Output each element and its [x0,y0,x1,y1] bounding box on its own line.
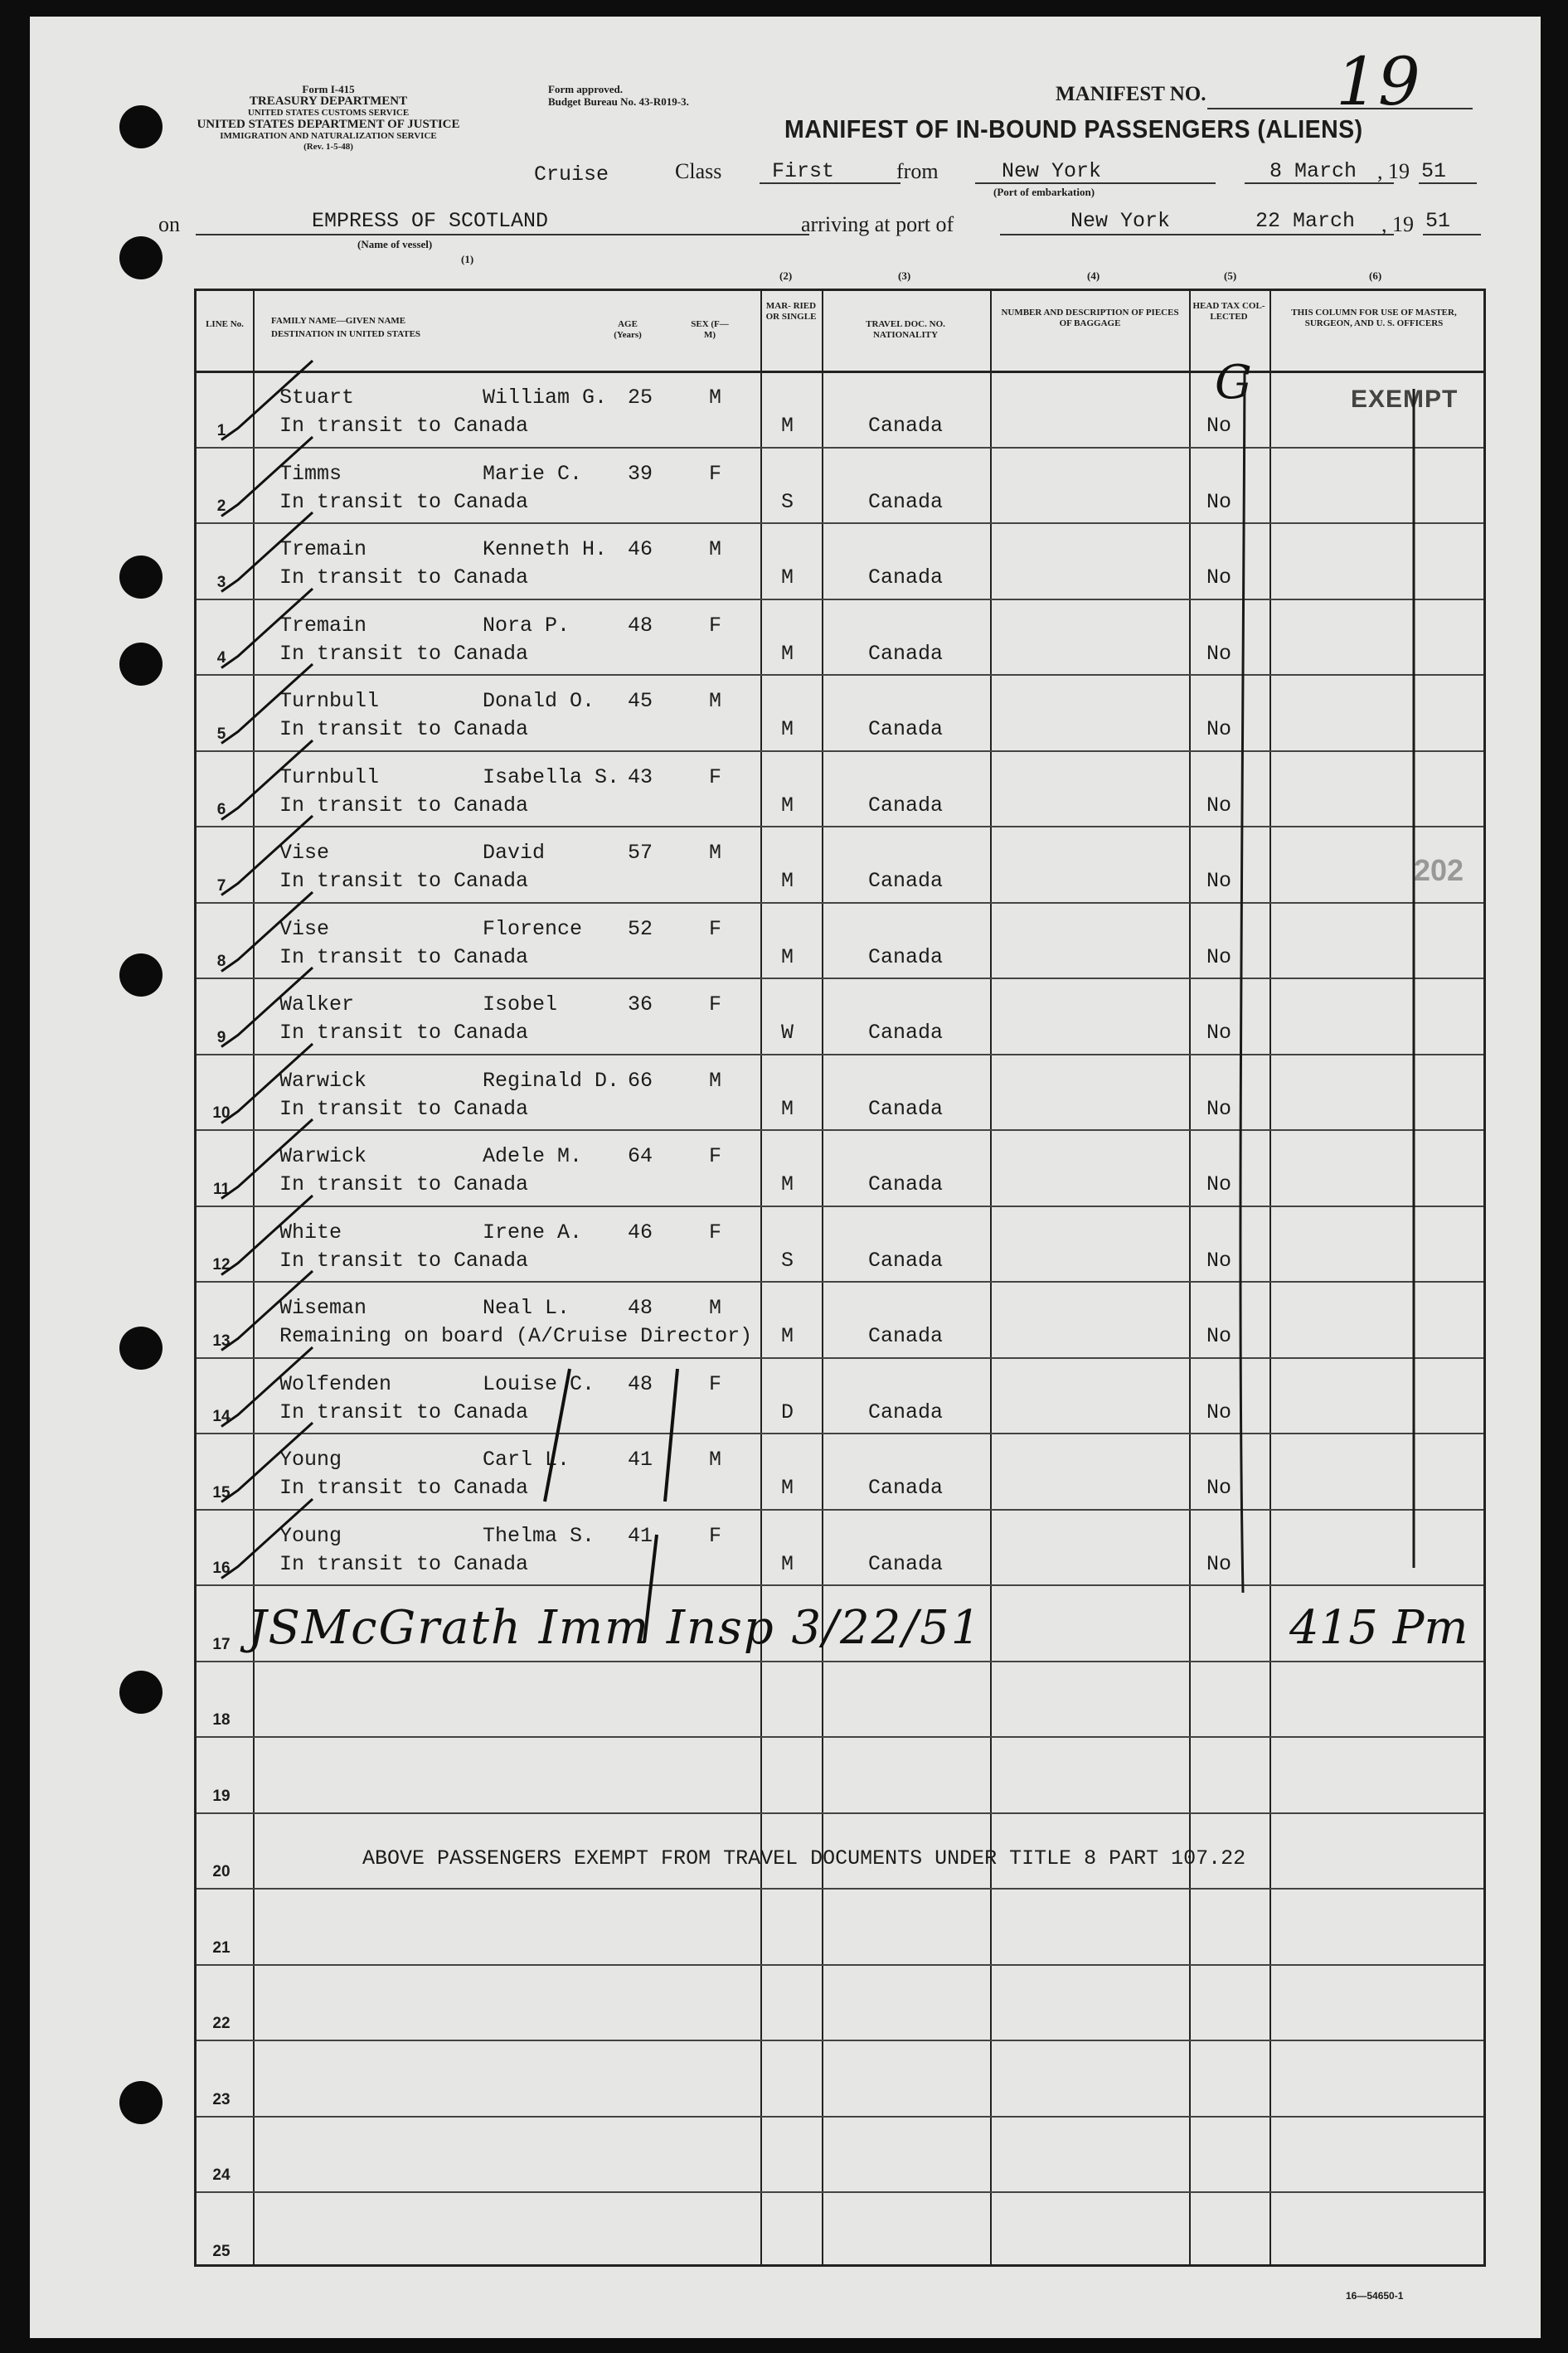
binder-hole [119,105,163,148]
given-name: Donald O. [483,689,595,713]
destination: In transit to Canada [279,1400,529,1424]
line-number: 5 [216,725,226,743]
family-name: Turnbull [279,764,380,789]
line-number: 1 [216,421,226,439]
arrive-port: New York [1070,209,1171,233]
from-value: New York [1002,159,1102,183]
line-number: 14 [212,1408,231,1425]
justice-dept: UNITED STATES DEPARTMENT OF JUSTICE [197,118,460,131]
nationality: Canada [868,565,944,589]
line-number: 25 [212,2242,231,2260]
age: 25 [628,386,653,410]
age: 46 [628,1220,653,1244]
sex: M [709,1068,722,1093]
line-number: 13 [212,1332,231,1350]
line-number: 17 [212,1635,231,1653]
ins-service: IMMIGRATION AND NATURALIZATION SERVICE [220,131,437,141]
arrive-date-underline [1253,234,1394,235]
nationality: Canada [868,1248,944,1273]
line-number: 7 [216,876,226,895]
exemption-note: ABOVE PASSENGERS EXEMPT FROM TRAVEL DOCUMENTS UNDER TITLE 8 PART 107.22 [362,1846,1246,1870]
depart-date-underline [1245,182,1394,184]
family-name: Warwick [279,1144,367,1168]
sex: F [709,1523,722,1548]
head-tax-mark: G [1215,356,1252,410]
pen-stroke [644,1535,657,1642]
marital-status: M [781,944,794,969]
sex: M [709,537,722,561]
marital-status: M [781,1172,794,1196]
sex: F [709,613,722,638]
destination: In transit to Canada [279,1096,529,1121]
destination: In transit to Canada [279,1021,529,1045]
line-number: 18 [212,1711,231,1729]
class-label: Class [675,159,722,183]
from-underline [975,182,1216,184]
cruise-label: Cruise [534,163,609,187]
age: 46 [628,537,653,561]
head-tax: No [1206,1248,1232,1273]
marital-status: M [781,1096,794,1121]
sex: M [709,1296,722,1320]
col4-caption: (4) [1087,269,1100,282]
age: 66 [628,1068,653,1093]
form-code: 16—54650-1 [1346,2290,1404,2302]
given-name: Louise C. [483,1371,595,1396]
line-number: 6 [216,801,226,818]
depart-year: 51 [1421,159,1447,183]
nationality: Canada [868,1476,944,1500]
family-name: Stuart [279,386,355,410]
col1-caption: (1) [461,253,474,265]
sex: M [709,1448,722,1472]
nationality: Canada [868,1096,944,1121]
line-number: 9 [216,1028,226,1046]
header-travel-doc: TRAVEL DOC. NO. NATIONALITY [866,319,945,340]
given-name: Adele M. [483,1144,583,1168]
destination: In transit to Canada [279,1172,529,1196]
family-name: Vise [279,916,330,941]
age: 41 [628,1523,653,1548]
binder-hole [119,1671,163,1714]
age: 48 [628,613,653,638]
head-tax: No [1206,869,1232,893]
stamp-number: 202 [1414,853,1464,887]
head-tax: No [1206,1324,1232,1348]
nationality: Canada [868,1400,944,1424]
age: 36 [628,992,653,1016]
budget-bureau: Budget Bureau No. 43-R019-3. [548,95,689,108]
destination: In transit to Canada [279,793,529,817]
line-number: 4 [216,649,226,667]
destination: In transit to Canada [279,1248,529,1273]
header-married: MAR- RIED OR SINGLE [765,301,817,322]
time-note: 415 Pm [1289,1601,1468,1655]
form-header-left [163,83,494,153]
depart-date: 8 March [1269,159,1357,183]
family-name: Tremain [279,537,367,561]
marital-status: M [781,717,794,741]
arrive-year-prefix: , 19 [1381,212,1414,236]
marital-status: M [781,1324,794,1348]
line-number: 12 [212,1256,231,1274]
sex: M [709,386,722,410]
line-number: 8 [216,953,226,970]
manifest-table [194,289,1486,2267]
age: 43 [628,764,653,789]
nationality: Canada [868,641,944,666]
sex: F [709,461,722,486]
line-number: 11 [212,1180,231,1198]
header-officers: THIS COLUMN FOR USE OF MASTER, SURGEON, AND U. S. OFFICERS [1291,308,1457,328]
form-approved: Form approved. [548,83,624,95]
binder-hole [119,1327,163,1370]
age: 52 [628,916,653,941]
nationality: Canada [868,1551,944,1576]
age: 45 [628,689,653,713]
header-family: FAMILY NAME—GIVEN NAME [271,316,406,326]
form-number: Form I-415 [302,83,355,95]
head-tax: No [1206,565,1232,589]
manifest-title: MANIFEST OF IN-BOUND PASSENGERS (ALIENS) [784,114,1363,143]
given-name: Carl L. [483,1448,570,1472]
header-baggage: NUMBER AND DESCRIPTION OF PIECES OF BAGGAGE [1001,308,1179,328]
line-number: 22 [212,2015,231,2032]
given-name: Reginald D. [483,1068,620,1093]
manifest-page [30,17,1541,2338]
line-number: 16 [212,1560,231,1577]
head-tax: No [1206,1172,1232,1196]
destination: In transit to Canada [279,414,529,438]
approval-block [548,83,689,108]
line-number: 21 [212,1938,231,1957]
sex: F [709,1220,722,1244]
sex: F [709,1371,722,1396]
destination: In transit to Canada [279,489,529,514]
family-name: Timms [279,461,342,486]
depart-year-prefix: , 19 [1377,159,1410,183]
nationality: Canada [868,717,944,741]
marital-status: D [781,1400,794,1424]
nationality: Canada [868,489,944,514]
marital-status: W [781,1021,794,1045]
destination: In transit to Canada [279,944,529,969]
age: 64 [628,1144,653,1168]
family-name: Wiseman [279,1296,367,1320]
vessel-name: EMPRESS OF SCOTLAND [312,209,549,233]
col6-caption: (6) [1369,269,1382,282]
nationality: Canada [868,869,944,893]
header-line-no: LINE No. [206,319,244,329]
header-sex: SEX (F—M) [691,319,729,340]
binder-hole [119,643,163,686]
line-number: 3 [216,573,226,591]
marital-status: M [781,1551,794,1576]
sex: F [709,764,722,789]
nationality: Canada [868,1324,944,1348]
marital-status: M [781,793,794,817]
head-tax: No [1206,1096,1232,1121]
port-embark-caption: (Port of embarkation) [993,186,1095,198]
given-name: Thelma S. [483,1523,595,1548]
head-tax: No [1206,641,1232,666]
line-number: 15 [212,1483,231,1502]
head-tax: No [1206,1551,1232,1576]
manifest-number: 19 [1336,43,1420,120]
sex: F [709,916,722,941]
nationality: Canada [868,793,944,817]
head-tax: No [1206,1476,1232,1500]
from-label: from [896,159,939,183]
sex: F [709,992,722,1016]
binder-hole [119,236,163,279]
pen-stroke [545,1369,570,1502]
family-name: Vise [279,841,330,865]
given-name: Isabella S. [483,764,620,789]
class-value: First [772,159,835,183]
nationality: Canada [868,414,944,438]
binder-hole [119,556,163,599]
family-name: White [279,1220,342,1244]
head-tax: No [1206,1400,1232,1424]
line-number: 2 [216,497,226,515]
customs-service: UNITED STATES CUSTOMS SERVICE [247,108,410,118]
nationality: Canada [868,1021,944,1045]
destination: In transit to Canada [279,1551,529,1576]
marital-status: M [781,1476,794,1500]
family-name: Wolfenden [279,1371,392,1396]
head-tax: No [1206,1021,1232,1045]
marital-status: M [781,641,794,666]
nationality: Canada [868,944,944,969]
col3-caption: (3) [898,269,911,282]
sex: M [709,841,722,865]
given-name: Isobel [483,992,558,1016]
marital-status: M [781,565,794,589]
vessel-underline [196,234,809,235]
destination: In transit to Canada [279,869,529,893]
arriving-label: arriving at port of [801,212,954,236]
binder-hole [119,953,163,997]
given-name: Florence [483,916,583,941]
marital-status: S [781,1248,794,1273]
treasury-dept: TREASURY DEPARTMENT [249,95,408,108]
sex: F [709,1144,722,1168]
age: 48 [628,1371,653,1396]
pen-stroke [665,1369,677,1502]
given-name: David [483,841,546,865]
arrive-year: 51 [1425,209,1451,233]
family-name: Warwick [279,1068,367,1093]
on-label: on [158,212,180,236]
head-tax: No [1206,793,1232,817]
header-age: AGE (Years) [614,319,642,340]
marital-status: M [781,869,794,893]
form-revision: (Rev. 1-5-48) [303,142,353,152]
marital-status: S [781,489,794,514]
given-name: Irene A. [483,1220,583,1244]
head-tax: No [1206,717,1232,741]
destination: Remaining on board (A/Cruise Director) [279,1324,753,1348]
head-tax: No [1206,944,1232,969]
marital-status: M [781,414,794,438]
header-head-tax: HEAD TAX COL- LECTED [1192,301,1265,322]
destination: In transit to Canada [279,717,529,741]
family-name: Young [279,1523,342,1548]
nationality: Canada [868,1172,944,1196]
given-name: Marie C. [483,461,583,486]
family-name: Walker [279,992,355,1016]
age: 57 [628,841,653,865]
line-number: 24 [212,2166,231,2184]
class-underline [760,182,901,184]
destination: In transit to Canada [279,641,529,666]
line-number: 10 [212,1104,231,1122]
col2-caption: (2) [779,269,793,282]
head-tax-ditto-line [1240,371,1245,1593]
line-number: 23 [212,2090,231,2108]
line-number: 20 [212,1863,231,1880]
exempt-stamp: EXEMPT [1351,386,1459,413]
binder-hole [119,2081,163,2124]
col5-caption: (5) [1224,269,1237,282]
line-number: 19 [212,1787,231,1805]
family-name: Turnbull [279,689,380,713]
arrive-port-underline [1000,234,1282,235]
arrive-date: 22 March [1255,209,1356,233]
age: 41 [628,1448,653,1472]
age: 48 [628,1296,653,1320]
given-name: Nora P. [483,613,570,638]
given-name: Neal L. [483,1296,570,1320]
handwritten-marks [197,291,1483,2264]
head-tax: No [1206,414,1232,438]
header-destination: DESTINATION IN UNITED STATES [271,329,421,339]
vessel-caption: (Name of vessel) [357,238,433,250]
age: 39 [628,461,653,486]
destination: In transit to Canada [279,565,529,589]
officer-ditto-line [1414,389,1415,1568]
arrive-year-underline [1423,234,1481,235]
inspector-signature: JSMcGrath Imm Insp 3/22/51 [248,1601,983,1655]
family-name: Young [279,1448,342,1472]
given-name: Kenneth H. [483,537,608,561]
manifest-no-label: MANIFEST NO. [1056,83,1206,105]
head-tax: No [1206,489,1232,514]
sex: M [709,689,722,713]
depart-year-underline [1419,182,1477,184]
family-name: Tremain [279,613,367,638]
given-name: William G. [483,386,608,410]
destination: In transit to Canada [279,1476,529,1500]
